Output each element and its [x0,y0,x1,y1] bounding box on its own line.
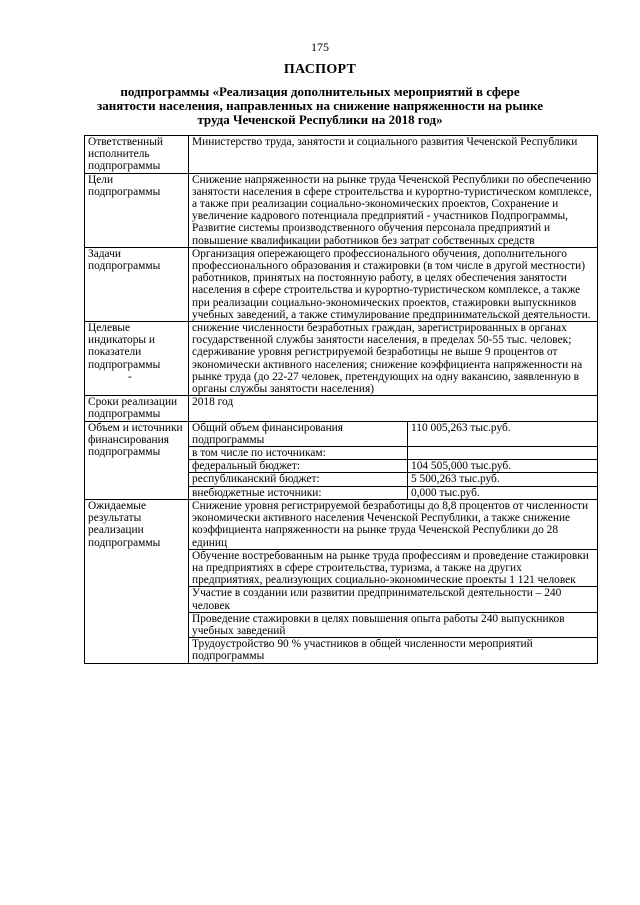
row-results [85,499,598,663]
funding-extra-value: 0,000 тыс.руб. [408,486,598,499]
results-item: Трудоустройство 90 % участников в общей численности мероприятий подпрограммы [192,638,533,663]
funding-cell [189,421,598,499]
document-title: ПАСПОРТ [283,62,357,77]
indicators-label: Целевые индикаторы и показатели подпрограммы [88,322,161,371]
row-funding [85,421,598,499]
executor-value: Министерство труда, занятости и социального развития Чеченской Республики [189,136,598,174]
executor-label: Ответственный исполнитель подпрограммы [85,136,189,174]
funding-federal-label: федеральный бюджет: [189,460,408,473]
indicators-dash: - [128,370,132,383]
tasks-label: Задачи подпрограммы [85,247,189,321]
results-item: Проведение стажировки в целях повышения опыта работы 240 выпускников учебных заведений [189,613,597,638]
funding-republic-label: республиканский бюджет: [189,473,408,486]
funding-sources-label: в том числе по источникам: [189,447,408,460]
funding-total-value: 110 005,263 тыс.руб. [408,422,598,447]
funding-extra-label: внебюджетные источники: [189,486,408,499]
results-cell [189,499,598,663]
row-indicators [85,322,598,396]
results-item: Обучение востребованным на рынке труда профессиям и проведение стажировки на предприятиях в сфере строительства, туризма, а также на других предприятиях, реализующих социально-экономические проекты 1 121 человек [189,550,597,588]
passport-table [84,135,598,664]
funding-label: Объем и источники финансирования подпрограммы [85,421,189,499]
goals-value: Снижение напряженности на рынке труда Чеченской Республики по обеспечению занятости населения в сфере строительства и курортно-туристическом комплексе, а также при реализации социально-экономических проектов, Сохранение и увеличение кадрового потенциала предприятий - участников Подпрограммы, Развитие системы производственного обучения персонала предприятий и повышение квалификации работников без затрат собственных средств [189,173,598,247]
funding-sources-empty [408,447,598,460]
row-executor [85,136,598,174]
terms-value: 2018 год [189,396,598,421]
funding-extra-row [189,486,597,499]
indicators-value: снижение численности безработных граждан, зарегистрированных в органах государственной службы занятости населения, в пределах 50-55 тыс. человек; сдерживание уровня регистрируемой безработицы не выше 9 процентов от экономически активного населения; снижение коэффициента напряженности на рынке труда (до 22-27 человек, претендующих на одну вакансию, заявленную в органы службы занятости населения) [189,322,598,396]
indicators-label-cell [85,322,189,396]
funding-federal-row [189,460,597,473]
results-item: Участие в создании или развитии предпринимательской деятельности – 240 человек [189,587,597,612]
funding-table [189,422,597,499]
results-label: Ожидаемые результаты реализации подпрограммы [85,499,189,663]
document-subtitle: подпрограммы «Реализация дополнительных мероприятий в сфере занятости населения, направленных на снижение напряженности на рынке труда Чеченской Республики на 2018 год» [97,84,543,127]
funding-republic-row [189,473,597,486]
row-tasks [85,247,598,321]
page-number: 175 [311,40,329,54]
results-item: Снижение уровня регистрируемой безработицы до 8,8 процентов от численности экономически активного населения Чеченской Республики, а также снижение коэффициента напряженности на рынке труда Чеченской Республики до 28 единиц [189,500,597,550]
row-goals [85,173,598,247]
row-terms [85,396,598,421]
funding-sources-row [189,447,597,460]
funding-total-label: Общий объем финансирования подпрограммы [189,422,408,447]
goals-label: Цели подпрограммы [85,173,189,247]
tasks-value: Организация опережающего профессионального обучения, дополнительного профессионального образования и стажировки (в том числе в другой местности) работников, принятых на постоянную работу, в целях обеспечения занятости населения в сфере строительства и курортно-туристическом комплексе, а также при реализации социально-экономических проектов, стажировки выпускников учебных заведений, а также стимулирование предпринимательской деятельности. [189,247,598,321]
terms-label: Сроки реализации подпрограммы [85,396,189,421]
funding-republic-value: 5 500,263 тыс.руб. [408,473,598,486]
funding-total-row [189,422,597,447]
funding-federal-value: 104 505,000 тыс.руб. [408,460,598,473]
